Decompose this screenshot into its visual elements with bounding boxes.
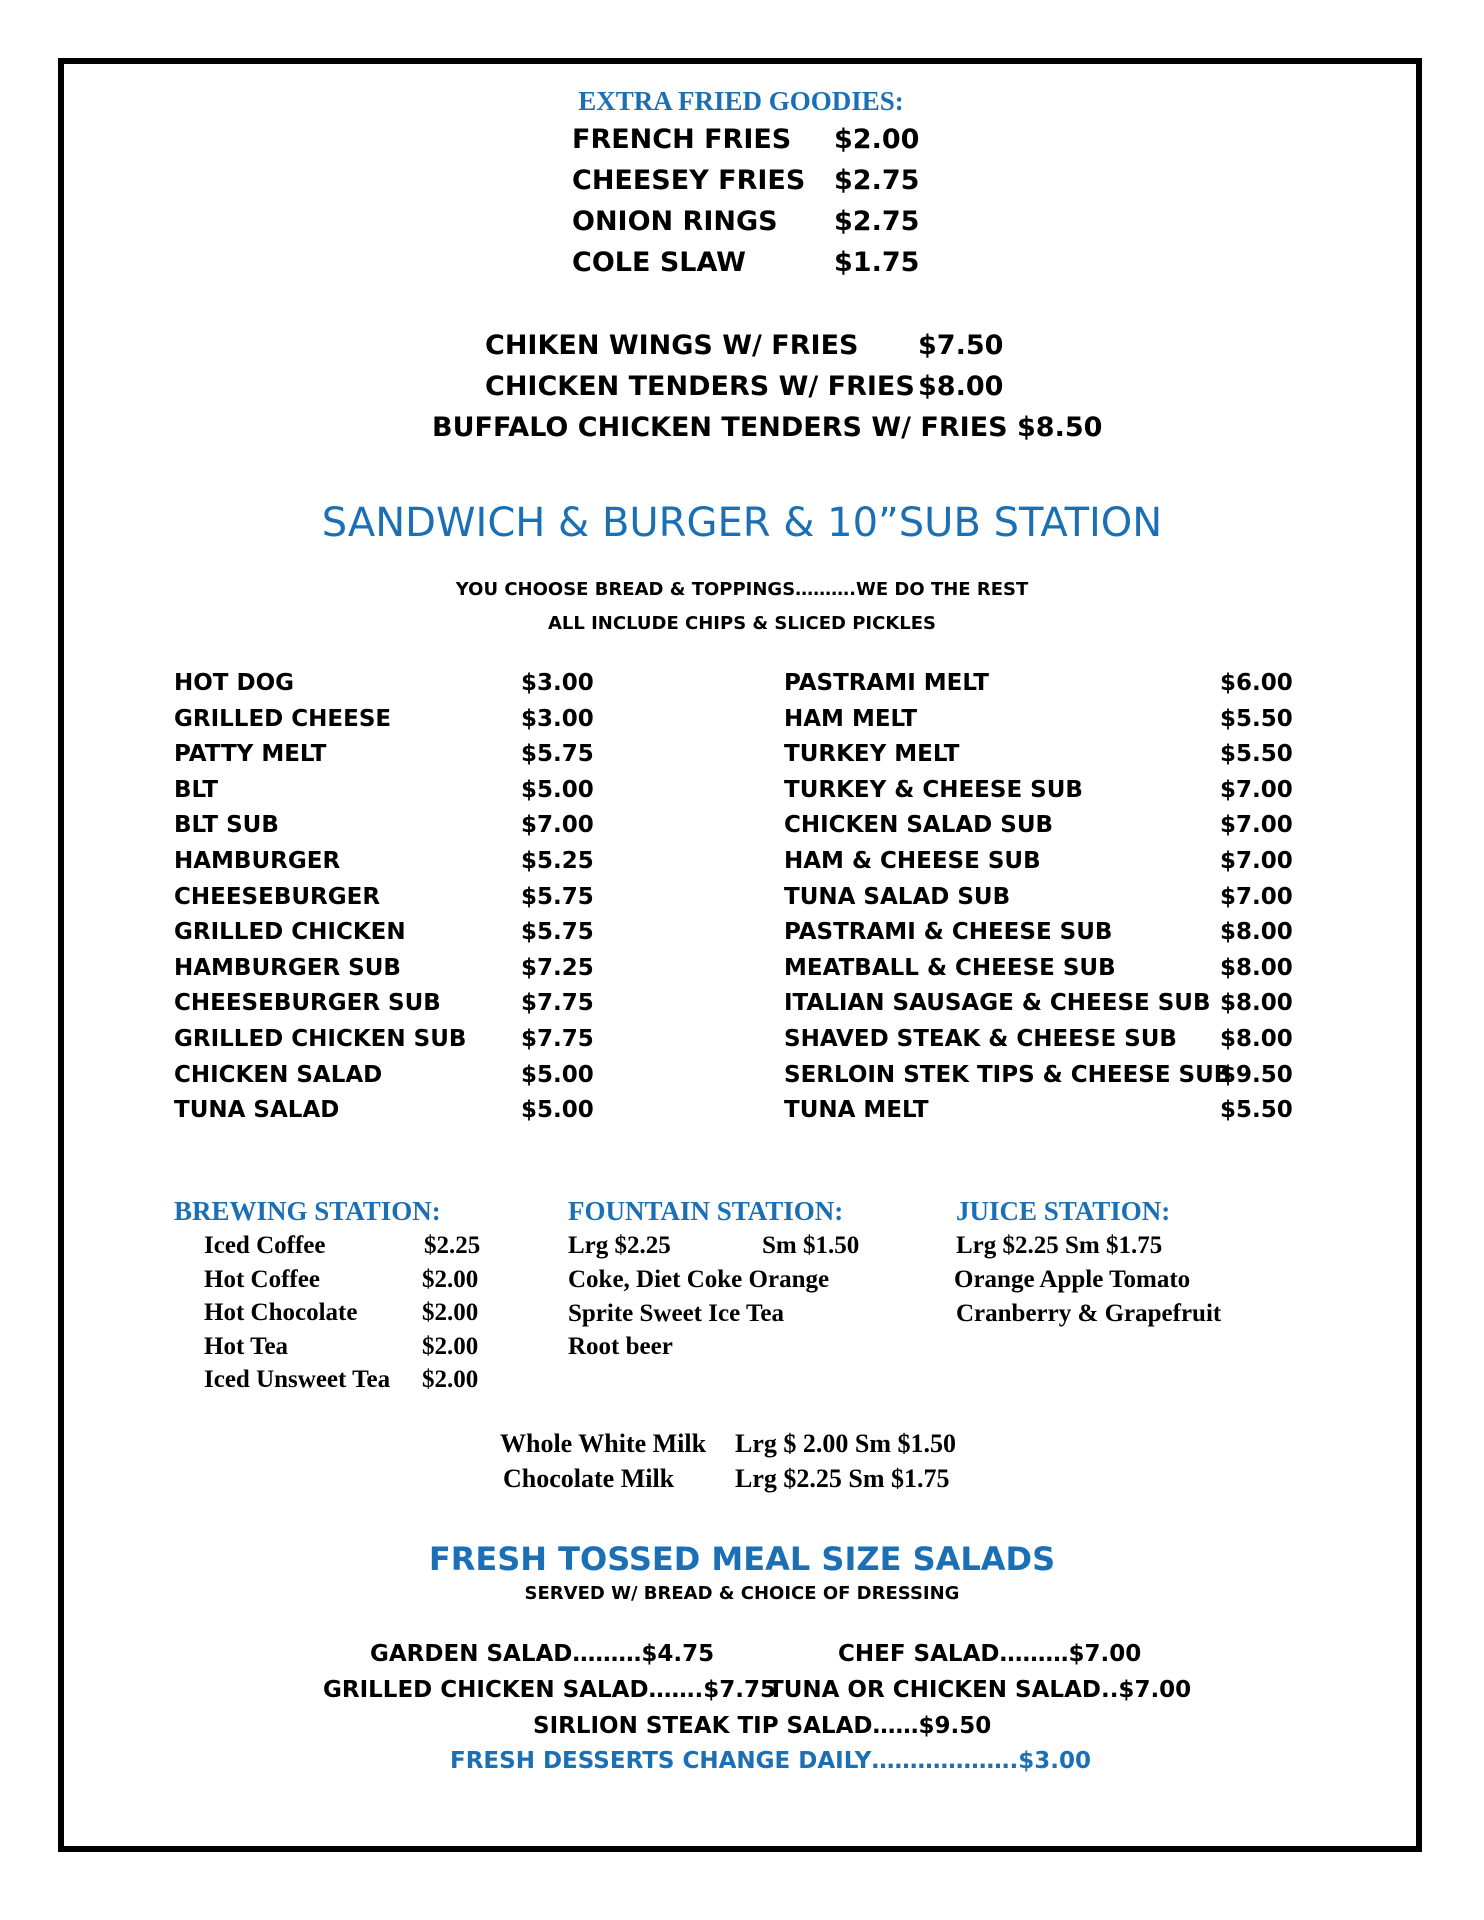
sandwich-right-item-price: $7.00: [1220, 812, 1293, 839]
sandwich-note-2: ALL INCLUDE CHIPS & SLICED PICKLES: [547, 613, 937, 634]
sandwich-left-item-price: $5.75: [521, 919, 594, 946]
extra-fried-title: EXTRA FRIED GOODIES:: [578, 86, 904, 116]
menu-item-french-fries: [0, 124, 1484, 158]
juice-line: Lrg $2.25 Sm $1.75: [956, 1232, 1163, 1259]
combo-buffalo-price: $8.50: [1017, 412, 1103, 443]
sandwich-left-item-price: $7.75: [521, 1026, 594, 1052]
sandwich-left-item-price: $5.75: [521, 883, 594, 910]
sandwich-left-item-price: $3.00: [521, 705, 594, 732]
item-price: $1.75: [834, 247, 920, 278]
sandwich-left-item-name: GRILLED CHICKEN SUB: [174, 1026, 467, 1052]
sandwich-right-item-price: $7.00: [1220, 883, 1293, 910]
item-price: $2.75: [834, 206, 920, 237]
combo-buffalo-line: [432, 412, 1102, 443]
salads-title: FRESH TOSSED MEAL SIZE SALADS: [428, 1540, 1056, 1578]
item-name: CHEESEY FRIES: [572, 165, 806, 196]
sandwich-right-item-price: $7.00: [1220, 776, 1293, 803]
sandwich-note-1: YOU CHOOSE BREAD & TOPPINGS……….WE DO THE REST: [455, 579, 1029, 600]
fountain-line: Coke, Diet Coke Orange: [568, 1266, 830, 1293]
sandwich-right-item-price: $8.00: [1220, 919, 1293, 946]
sandwich-left-item-name: BLT: [174, 776, 219, 803]
sandwich-left-item-price: $5.00: [521, 776, 594, 803]
menu-item-cole-slaw: [0, 247, 1484, 281]
sandwich-right-item-price: $9.50: [1220, 1061, 1293, 1088]
sandwich-left-item-price: $5.25: [521, 848, 594, 874]
sandwich-left-item-name: HOT DOG: [174, 670, 295, 696]
sandwich-left-item-name: CHEESEBURGER SUB: [174, 990, 441, 1017]
brewing-item-price: $2.25: [424, 1232, 481, 1259]
brewing-item-price: $2.00: [422, 1366, 479, 1393]
sandwich-left-item-price: $7.00: [521, 812, 594, 839]
sandwich-right-item-price: $8.00: [1220, 990, 1293, 1017]
sandwich-right-item-name: CHICKEN SALAD SUB: [784, 812, 1054, 839]
menu-item-onion-rings: [0, 206, 1484, 240]
brewing-item-name: Hot Tea: [204, 1332, 289, 1360]
salad-grilled-chicken: GRILLED CHICKEN SALAD…….$7.75: [323, 1677, 777, 1703]
sandwich-right-item-price: $5.50: [1220, 1097, 1293, 1124]
fountain-station-title: FOUNTAIN STATION:: [568, 1196, 844, 1226]
milk-whole-name: Whole White Milk: [500, 1429, 707, 1458]
juice-line: Orange Apple Tomato: [954, 1266, 1191, 1293]
sandwich-right-item-name: SERLOIN STEK TIPS & CHEESE SUB: [784, 1061, 1232, 1088]
brewing-item-price: $2.00: [422, 1332, 479, 1360]
sandwich-left-item-name: BLT SUB: [174, 812, 279, 839]
brewing-item-name: Hot Coffee: [204, 1265, 320, 1293]
combo-wings-name: CHIKEN WINGS W/ FRIES: [485, 330, 859, 361]
combo-wings-price: $7.50: [918, 330, 1004, 361]
sandwich-right-item-name: PASTRAMI MELT: [784, 670, 989, 696]
item-name: FRENCH FRIES: [572, 124, 792, 155]
fountain-sm-price: Sm $1.50: [762, 1232, 860, 1259]
sandwich-right-item-name: MEATBALL & CHEESE SUB: [784, 954, 1116, 981]
sandwich-left-item-price: $5.00: [521, 1061, 594, 1088]
salad-sirloin: SIRLION STEAK TIP SALAD……$9.50: [533, 1713, 992, 1739]
brewing-station-title: BREWING STATION:: [174, 1196, 441, 1226]
sandwich-right-item-price: $8.00: [1220, 954, 1293, 981]
sandwich-right-item-name: TUNA SALAD SUB: [784, 883, 1011, 910]
combo-tenders-name: CHICKEN TENDERS W/ FRIES: [485, 371, 915, 402]
combo-tenders-price: $8.00: [918, 371, 1004, 402]
item-price: $2.75: [834, 165, 920, 196]
fountain-line: Sprite Sweet Ice Tea: [568, 1300, 784, 1327]
item-name: COLE SLAW: [572, 247, 746, 278]
salad-chef: CHEF SALAD………$7.00: [838, 1641, 1142, 1667]
sandwich-left-item-name: GRILLED CHICKEN: [174, 919, 406, 946]
menu-item-cheesey-fries: [0, 165, 1484, 199]
sandwich-left-item-price: $5.00: [521, 1097, 594, 1124]
salad-tuna-chicken: TUNA OR CHICKEN SALAD..$7.00: [768, 1677, 1192, 1703]
sandwich-right-item-name: HAM MELT: [784, 705, 918, 732]
sandwich-right-item-price: $6.00: [1220, 670, 1293, 696]
sandwich-right-item-price: $5.50: [1220, 705, 1293, 732]
sandwich-right-item-name: HAM & CHEESE SUB: [784, 848, 1041, 874]
brewing-item-name: Iced Coffee: [204, 1232, 326, 1259]
milk-chocolate-sizes: Lrg $2.25 Sm $1.75: [735, 1464, 950, 1493]
sandwich-left-item-price: $3.00: [521, 670, 594, 696]
sandwich-left-item-name: CHEESEBURGER: [174, 883, 381, 910]
brewing-item-name: Hot Chocolate: [204, 1299, 358, 1326]
combo-buffalo-name: BUFFALO CHICKEN TENDERS W/ FRIES: [432, 412, 1008, 443]
brewing-item-name: Iced Unsweet Tea: [204, 1366, 391, 1393]
juice-station-title: JUICE STATION:: [956, 1196, 1171, 1226]
salads-subtitle: SERVED W/ BREAD & CHOICE OF DRESSING: [524, 1583, 960, 1604]
item-price: $2.00: [834, 124, 920, 155]
sandwich-right-item-price: $5.50: [1220, 741, 1293, 768]
sandwich-right-item-name: TURKEY & CHEESE SUB: [784, 776, 1083, 803]
salad-garden: GARDEN SALAD………$4.75: [370, 1641, 715, 1667]
sandwich-left-item-name: CHICKEN SALAD: [174, 1061, 383, 1088]
fountain-line: Root beer: [568, 1333, 673, 1360]
sandwich-right-item-name: PASTRAMI & CHEESE SUB: [784, 919, 1113, 946]
sandwich-right-item-name: TURKEY MELT: [784, 741, 960, 768]
sandwich-left-item-price: $7.75: [521, 990, 594, 1017]
item-name: ONION RINGS: [572, 206, 778, 237]
sandwich-left-item-price: $5.75: [521, 741, 594, 768]
sandwich-right-item-name: SHAVED STEAK & CHEESE SUB: [784, 1026, 1177, 1052]
sandwich-right-item-name: ITALIAN SAUSAGE & CHEESE SUB: [784, 990, 1211, 1017]
sandwich-left-item-name: HAMBURGER: [174, 848, 341, 874]
sandwich-left-item-name: GRILLED CHEESE: [174, 705, 392, 732]
brewing-item-price: $2.00: [422, 1299, 479, 1326]
sandwich-left-item-price: $7.25: [521, 954, 594, 981]
sandwich-left-item-name: PATTY MELT: [174, 741, 327, 768]
juice-line: Cranberry & Grapefruit: [956, 1300, 1222, 1327]
sandwich-right-item-price: $7.00: [1220, 848, 1293, 874]
sandwich-station-title: SANDWICH & BURGER & 10”SUB STATION: [321, 500, 1163, 546]
sandwich-left-item-name: HAMBURGER SUB: [174, 954, 401, 981]
sandwich-left-item-name: TUNA SALAD: [174, 1097, 340, 1124]
milk-chocolate-name: Chocolate Milk: [503, 1464, 675, 1493]
fountain-lrg-price: Lrg $2.25: [568, 1232, 671, 1259]
milk-whole-sizes: Lrg $ 2.00 Sm $1.50: [735, 1429, 956, 1458]
sandwich-right-item-price: $8.00: [1220, 1026, 1293, 1052]
desserts-line: FRESH DESSERTS CHANGE DAILY……………….$3.00: [450, 1748, 1091, 1774]
sandwich-right-item-name: TUNA MELT: [784, 1097, 929, 1124]
brewing-item-price: $2.00: [422, 1265, 479, 1293]
